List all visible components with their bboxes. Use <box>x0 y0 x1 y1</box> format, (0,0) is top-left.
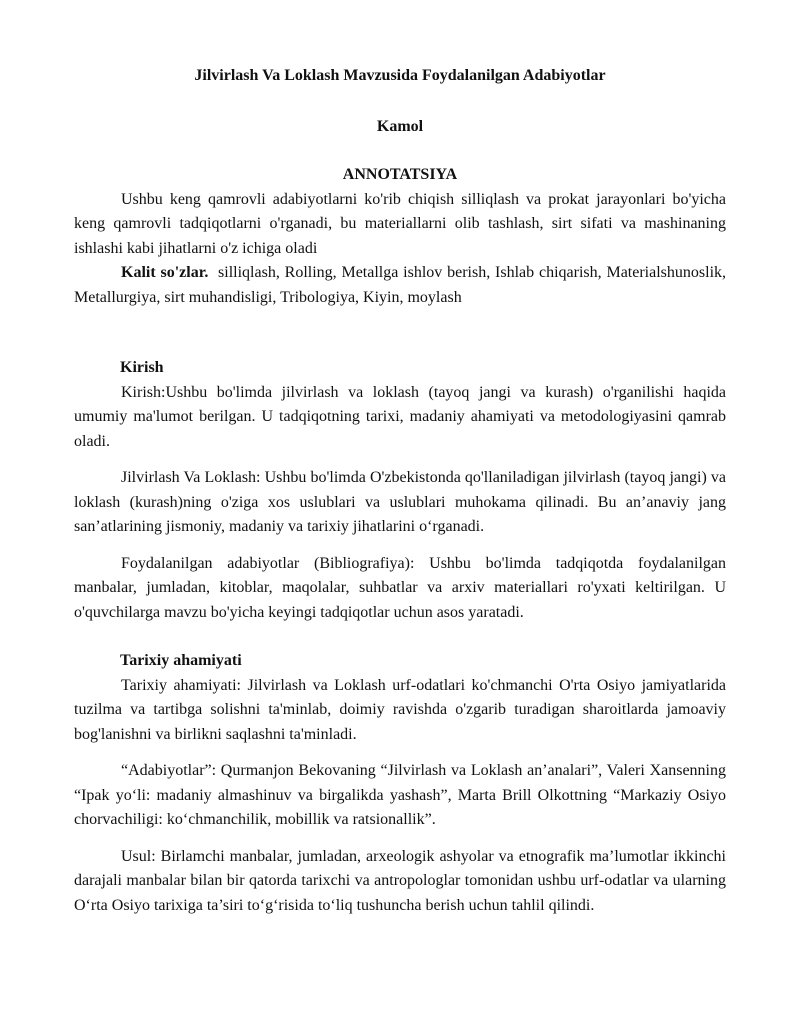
annotation-paragraph: Ushbu keng qamrovli adabiyotlarni ko'rib chiqish silliqlash va prokat jarayonlari bo'yicha keng qamrovli tadqiqotlarni o'rganadi, bu materiallarni olib tashlash, sirt sifati va mashinaning ishlashi kabi jihatlarni o'z ichiga oladi <box>74 190 726 257</box>
intro-heading: Kirish <box>120 359 164 376</box>
author-name: Kamol <box>376 117 424 135</box>
keywords-text: silliqlash, Rolling, Metallga ishlov berish, Ishlab chiqarish, Materialshunoslik, Metallurgiya, sirt muhandisligi, Tribologiya, Kiyin, moylash <box>74 264 727 306</box>
document-title: Jilvirlash Va Loklash Mavzusida Foydalanilgan Adabiyotlar <box>194 67 606 84</box>
intro-paragraph-3: Foydalanilgan adabiyotlar (Bibliografiya): Ushbu bo'limda tadqiqotda foydalanilgan manbalar, jumladan, kitoblar, maqolalar, suhbatlar va arxiv materiallari ro'yxati keltirilgan. U o'quvchilarga mavzu bo'yicha keyingi tadqiqotlar uchun asos yaratadi. <box>74 554 726 621</box>
annotation-heading: ANNOTATSIYA <box>342 166 458 183</box>
history-paragraph-2: “Adabiyotlar”: Qurmanjon Bekovaning “Jilvirlash va Loklash an’analari”, Valeri Xansenning “Ipak yo‘li: madaniy almashinuv va birgalikda yashash”, Marta Brill Olkottning “Markaziy Osiyo chorvachiligi: ko‘chmanchilik, mobillik va ratsionallik”. <box>74 762 726 828</box>
history-heading: Tarixiy ahamiyati <box>120 652 242 669</box>
intro-paragraph-2: Jilvirlash Va Loklash: Ushbu bo'limda O'zbekistonda qo'llaniladigan jilvirlash (tayoq jangi) va loklash (kurash)ning o'ziga xos uslublari va uslublari muhokama qilinadi. Bu an’anaviy jang san’atlarining jismoniy, madaniy va tarixiy jihatlarini o‘rganadi. <box>74 469 726 535</box>
intro-paragraph-1: Kirish:Ushbu bo'limda jilvirlash va loklash (tayoq jangi va kurash) o'rganilishi haqida umumiy ma'lumot berilgan. U tadqiqotning tarixi, madaniy ahamiyati va metodologiyasini qamrab oladi. <box>74 383 726 450</box>
keywords-paragraph <box>74 261 726 310</box>
history-paragraph-1: Tarixiy ahamiyati: Jilvirlash va Loklash urf-odatlari ko'chmanchi O'rta Osiyo jamiyatlarida tuzilma va tartibga solishni ta'minlab, doimiy ravishda o'zgarib turadigan sharoitlarda jamoaviy bog'lanishni va birlikni saqlashni ta'minladi. <box>74 676 726 743</box>
keywords-label: Kalit so'zlar. <box>121 264 209 281</box>
history-paragraph-3: Usul: Birlamchi manbalar, jumladan, arxeologik ashyolar va etnografik ma’lumotlar ikkinchi darajali manbalar bilan bir qatorda tarixchi va antropologlar tomonidan ushbu urf-odatlar va ularning O‘rta Osiyo tarixiga ta’siri to‘g‘risida to‘liq tushuncha berish uchun tahlil qilindi. <box>74 847 726 914</box>
